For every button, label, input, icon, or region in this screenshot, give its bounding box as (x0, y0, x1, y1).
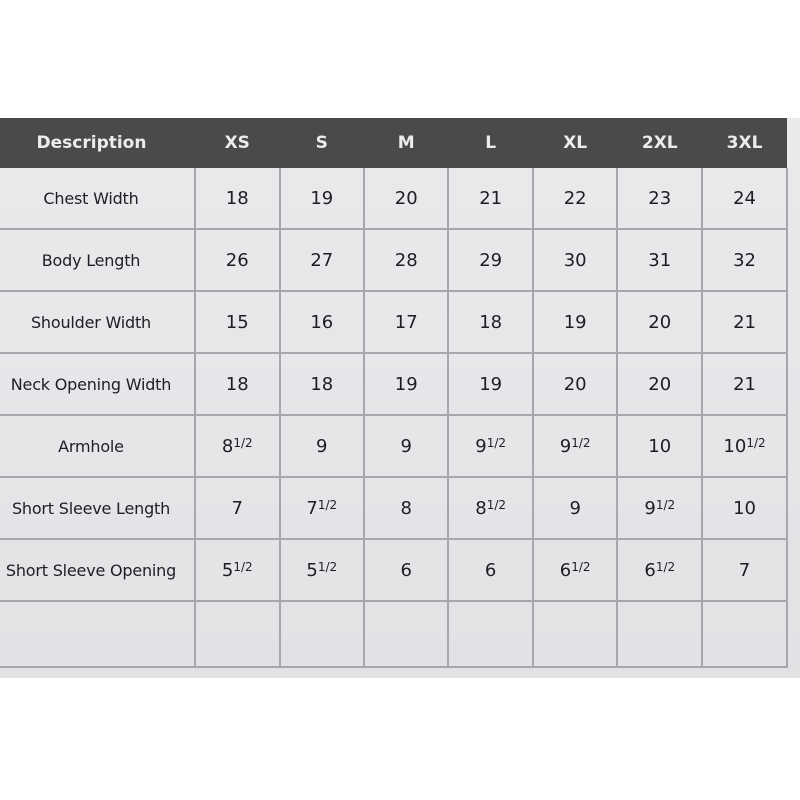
table-cell: $5^{1/2}$ (195, 539, 280, 601)
size-chart-photo (0, 118, 800, 678)
description-header: Description (0, 118, 195, 168)
half-fraction: 1/2 (655, 559, 676, 574)
size-header-xl: XL (533, 118, 618, 168)
table-cell: 17 (364, 291, 448, 353)
table-cell: 19 (364, 353, 448, 415)
half-fraction: 1/2 (571, 559, 591, 574)
table-cell: 9 (533, 477, 618, 539)
table-cell: 18 (280, 353, 365, 415)
table-cell: 9 (364, 415, 448, 477)
size-header-2xl: 2XL (617, 118, 702, 168)
table-cell: 9 (280, 415, 365, 477)
table-cell: 23 (617, 168, 702, 229)
row-label: Short Sleeve Opening (0, 539, 195, 601)
half-fraction: 1/2 (317, 497, 338, 512)
table-cell: 10 (702, 477, 787, 539)
table-row (0, 539, 787, 601)
table-cell: 20 (617, 353, 702, 415)
table-row (0, 353, 787, 415)
table-cell: 16 (280, 291, 365, 353)
table-cell: 31 (617, 229, 702, 291)
table-row (0, 415, 787, 477)
half-fraction: 1/2 (571, 435, 591, 450)
table-row-empty (0, 601, 787, 667)
table-cell: $6^{1/2}$ (533, 539, 618, 601)
table-cell: $10^{1/2}$ (702, 415, 787, 477)
size-chart-table (0, 118, 788, 668)
half-fraction: 1/2 (233, 559, 253, 574)
table-cell: $8^{1/2}$ (195, 415, 280, 477)
table-cell: $7^{1/2}$ (280, 477, 365, 539)
table-cell: 21 (448, 168, 533, 229)
table-cell: 22 (533, 168, 618, 229)
table-cell: $8^{1/2}$ (448, 477, 533, 539)
table-cell: 8 (364, 477, 448, 539)
table-cell: 18 (195, 353, 280, 415)
table-cell: $9^{1/2}$ (533, 415, 618, 477)
table-cell: 27 (280, 229, 365, 291)
table-cell: 28 (364, 229, 448, 291)
table-cell: 21 (702, 353, 787, 415)
row-label: Short Sleeve Length (0, 477, 195, 539)
table-cell: 6 (364, 539, 448, 601)
half-fraction: 1/2 (746, 435, 766, 450)
size-header-m: M (364, 118, 448, 168)
table-cell: 7 (195, 477, 280, 539)
table-cell: 32 (702, 229, 787, 291)
table-cell (195, 601, 280, 667)
row-label: Body Length (0, 229, 195, 291)
table-cell: $5^{1/2}$ (280, 539, 365, 601)
table-row (0, 229, 787, 291)
row-label: Chest Width (0, 168, 195, 229)
size-header-l: L (448, 118, 533, 168)
table-cell: 20 (364, 168, 448, 229)
half-fraction: 1/2 (486, 435, 507, 450)
table-cell: $6^{1/2}$ (617, 539, 702, 601)
header-row (0, 118, 787, 168)
half-fraction: 1/2 (655, 497, 676, 512)
table-cell (702, 601, 787, 667)
table-row (0, 477, 787, 539)
table-cell: 10 (617, 415, 702, 477)
half-fraction: 1/2 (486, 497, 507, 512)
table-cell: 7 (702, 539, 787, 601)
table-cell (533, 601, 618, 667)
row-label: Shoulder Width (0, 291, 195, 353)
table-cell (364, 601, 448, 667)
table-cell: 19 (533, 291, 618, 353)
table-cell (617, 601, 702, 667)
row-label (0, 601, 195, 667)
table-cell: $9^{1/2}$ (617, 477, 702, 539)
table-row (0, 291, 787, 353)
table-cell: 24 (702, 168, 787, 229)
table-cell: 21 (702, 291, 787, 353)
table-cell: 18 (195, 168, 280, 229)
table-cell: 15 (195, 291, 280, 353)
row-label: Armhole (0, 415, 195, 477)
table-cell: 18 (448, 291, 533, 353)
size-header-3xl: 3XL (702, 118, 787, 168)
size-header-s: S (280, 118, 365, 168)
table-cell (280, 601, 365, 667)
table-row (0, 168, 787, 229)
table-cell (448, 601, 533, 667)
table-cell: 20 (617, 291, 702, 353)
table-cell: 26 (195, 229, 280, 291)
table-cell: 29 (448, 229, 533, 291)
table-cell: $9^{1/2}$ (448, 415, 533, 477)
half-fraction: 1/2 (317, 559, 338, 574)
table-cell: 19 (448, 353, 533, 415)
half-fraction: 1/2 (233, 435, 253, 450)
table-cell: 30 (533, 229, 618, 291)
table-cell: 6 (448, 539, 533, 601)
table-cell: 20 (533, 353, 618, 415)
size-header-xs: XS (195, 118, 280, 168)
row-label: Neck Opening Width (0, 353, 195, 415)
table-cell: 19 (280, 168, 365, 229)
